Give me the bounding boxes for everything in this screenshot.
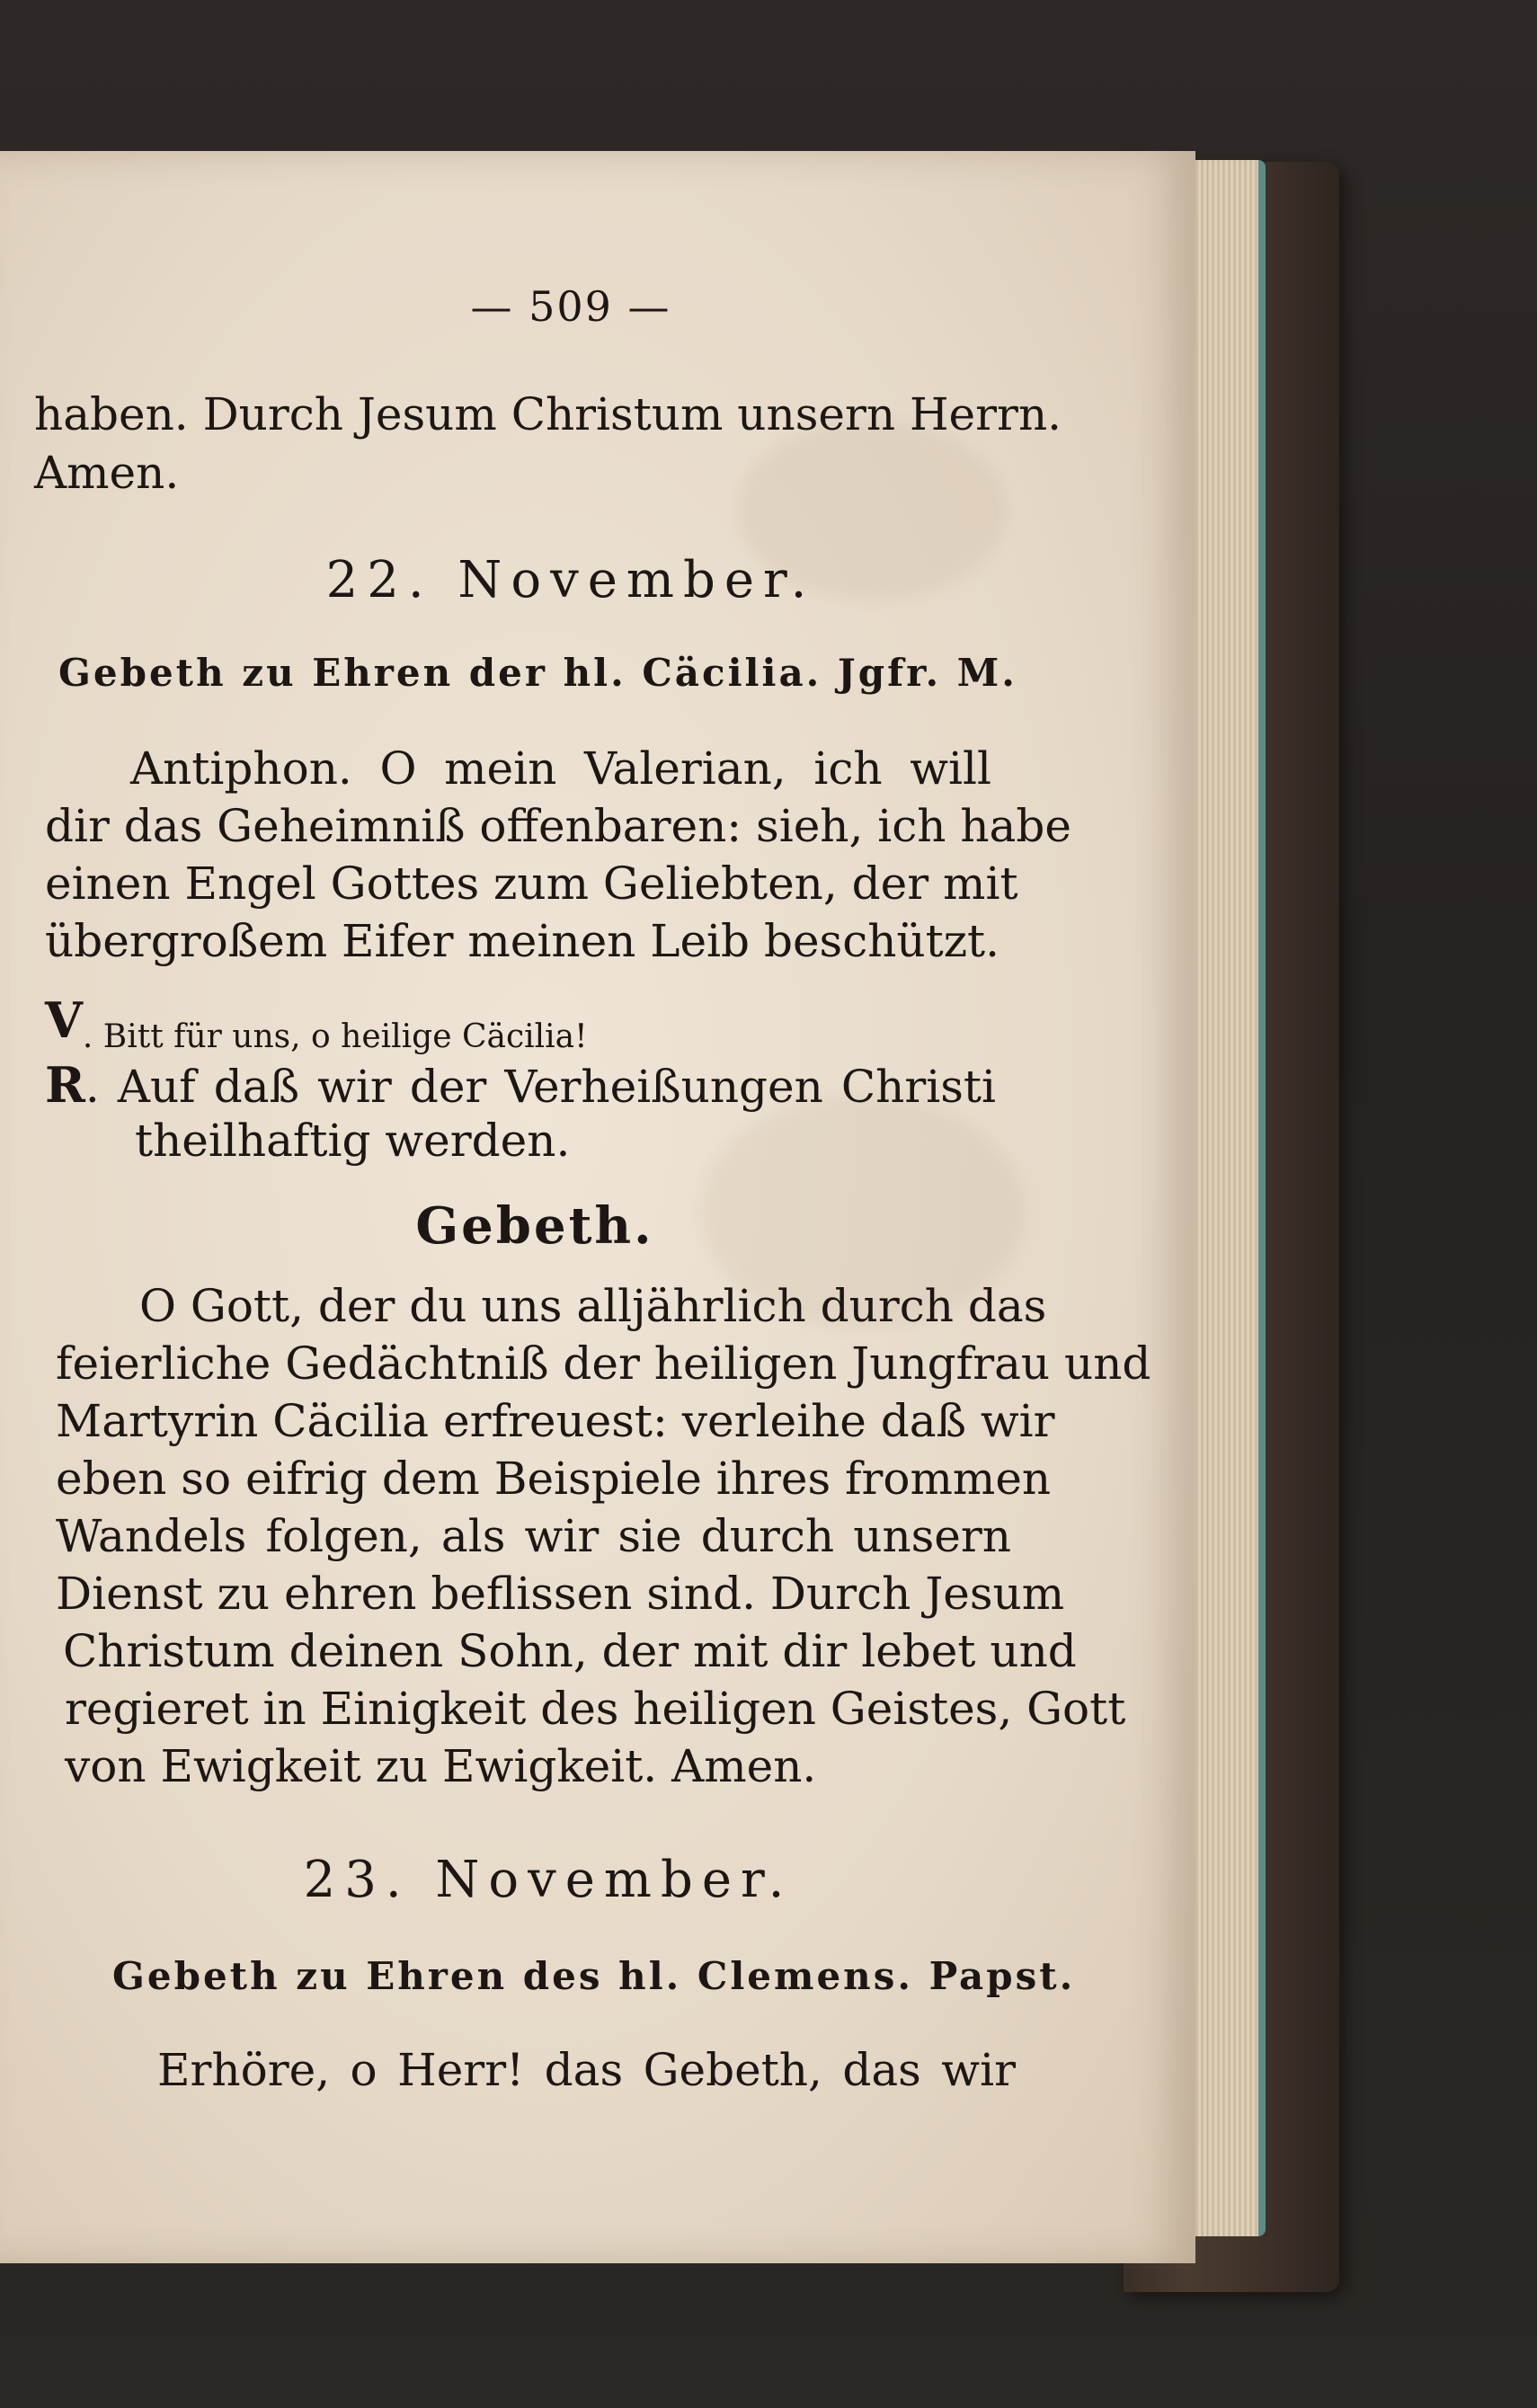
prayer-line: eben so eifrig dem Beispiele ihres frommen: [56, 1453, 1052, 1505]
prayer-heading: Gebeth.: [415, 1196, 654, 1256]
antiphon-line: Antiphon. O mein Valerian, ich will: [130, 742, 991, 795]
prayer-line: regieret in Einigkeit des heiligen Geistes, Gott: [65, 1683, 1126, 1735]
versicle-text: . Bitt für uns, o heilige Cäcilia!: [82, 1018, 588, 1055]
prayer-line: Christum deinen Sohn, der mit dir lebet und: [63, 1625, 1077, 1677]
paragraph-line: Amen.: [34, 447, 180, 499]
prayer-line: O Gott, der du uns alljährlich durch das: [139, 1280, 1047, 1332]
antiphon-line: dir das Geheimniß offenbaren: sieh, ich habe: [45, 800, 1071, 852]
antiphon-line: übergroßem Eifer meinen Leib beschützt.: [45, 915, 1000, 967]
response-line: [45, 1056, 996, 1114]
paragraph-line: Erhöre, o Herr! das Gebeth, das wir: [157, 2044, 1016, 2096]
section-heading-nov22: 22. November.: [325, 551, 816, 609]
prayer-line: Wandels folgen, als wir sie durch unsern: [56, 1510, 1011, 1562]
section-heading-nov23: 23. November.: [303, 1851, 794, 1909]
page-number: — 509 —: [470, 282, 671, 331]
antiphon-line: einen Engel Gottes zum Geliebten, der mit: [45, 857, 1018, 910]
response-line: theilhaftig werden.: [135, 1115, 571, 1167]
versicle-line: [45, 991, 588, 1055]
prayer-line: Dienst zu ehren beflissen sind. Durch Jesum: [56, 1568, 1065, 1620]
section-subheading-nov23: Gebeth zu Ehren des hl. Clemens. Papst.: [112, 1954, 1076, 1998]
section-subheading-nov22: Gebeth zu Ehren der hl. Cäcilia. Jgfr. M.: [58, 651, 1017, 695]
response-mark: R: [45, 1056, 85, 1114]
prayer-line: feierliche Gedächtniß der heiligen Jungfrau und: [56, 1337, 1151, 1390]
prayer-line: von Ewigkeit zu Ewigkeit. Amen.: [65, 1740, 817, 1792]
prayer-line: Martyrin Cäcilia erfreuest: verleihe daß wir: [56, 1395, 1055, 1447]
versicle-mark: V: [45, 991, 83, 1049]
response-text: . Auf daß wir der Verheißungen Christi: [84, 1061, 996, 1113]
book-page: [0, 151, 1195, 2263]
versicle-cross-icon: [83, 1018, 588, 1055]
paragraph-line: haben. Durch Jesum Christum unsern Herrn.: [34, 388, 1062, 440]
